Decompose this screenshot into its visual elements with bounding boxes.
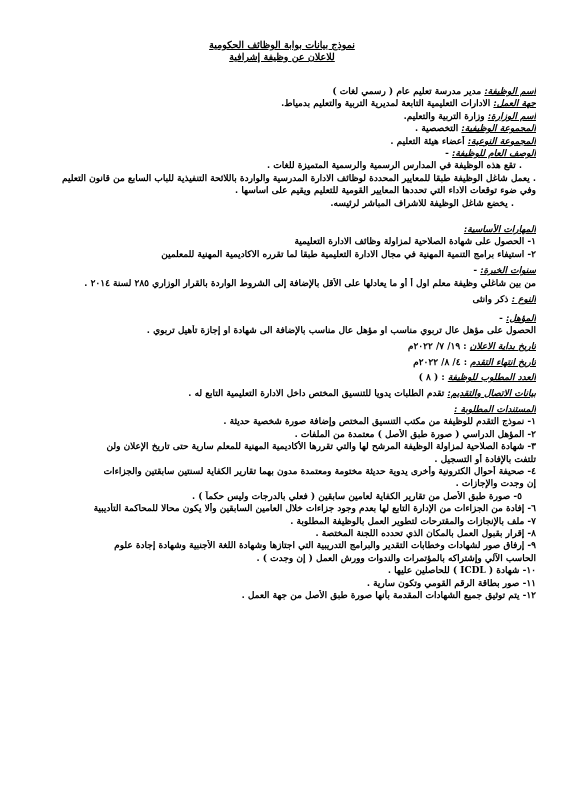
document-item: ٦- إفادة من الجزاءات من الإدارة التابع لها بعدم وجود جزاءات خلال العامين السابقين وألا يكون محالا للمحاكمة التأديبية (93, 504, 536, 515)
document-item-cont: تلتفت بالإفادة أو التسجيل . (434, 454, 536, 465)
job-name-value: مدير مدرسة تعليم عام ( رسمي لغات ) (332, 87, 482, 97)
document-item: ١٠- شهادة ( ICDL ) للحاصلين عليها . (387, 566, 536, 577)
employer-label: جهة العمل: (493, 99, 536, 110)
type-group-row (28, 136, 536, 148)
employer-value: الادارات التعليمية التابعة لمديرية التربية والتعليم بدمياط. (281, 99, 491, 110)
experience-text: من بين شاغلي وظيفة معلم اول أ أو ما يعادلها على الأقل بالإضافة إلى الشروط الواردة بالقرار الوزاري ٢٨٥ لسنة ٢٠١٤ . (84, 278, 536, 289)
end-date-value: : ٤/ ٨/ ٢٠٢٢م (413, 357, 468, 368)
ministry-label: اسم الوزارة: (487, 111, 536, 122)
documents-label: المستندات المطلوبة : (454, 404, 536, 415)
type-group-value: أعضاء هيئة التعليم . (390, 136, 465, 147)
experience-suffix: - (473, 266, 478, 277)
documents-heading (28, 404, 536, 416)
ministry-value: وزارة التربية والتعليم. (403, 111, 485, 122)
general-desc-line: . تقع هذه الوظيفة في المدارس الرسمية والرسمية المتميزة للغات . (267, 161, 522, 172)
spacer (28, 64, 536, 86)
qualification-label: المؤهل: (506, 313, 536, 324)
job-name-label: اسم الوظيفة: (484, 87, 536, 97)
document-item: ٥- صورة طبق الأصل من تقارير الكفاية لعامين سابقين ( فعلي بالدرجات وليس حكماً ) . (191, 491, 522, 502)
document-item: ٩- إرفاق صور لشهادات وخطابات التقدير والبرامج التدريبية التي اجتازها وشهادة اللغة الأجنبية وشهادة إجادة علوم (114, 541, 536, 552)
gender-label: النوع : (511, 295, 536, 306)
employer-row (28, 98, 536, 110)
job-group-row (28, 123, 536, 135)
document-item: ١١- صور بطاقة الرقم القومي وتكون سارية . (366, 578, 536, 589)
contact-value: تقدم الطلبات يدويا للتنسيق المختص داخل الادارة التعليمية التابع له . (188, 388, 445, 399)
start-date-value: : ١٩/ ٧/ ٢٠٢٢م (407, 342, 467, 353)
title-line-1: نموذج بيانات بوابة الوظائف الحكومية (209, 40, 355, 51)
contact-label: بيانات الاتصال والتقديم: (447, 388, 536, 399)
document-item-cont: إن وجدت والإجازات . (455, 479, 536, 490)
document-item: ٤- صحيفة أحوال الكترونية وأخرى يدوية حديثة مختومة ومعتمدة مدون بهما تقارير الكفاية لسنتين سابقتين والجزاءات (103, 466, 536, 477)
document-item: ٣- شهادة الصلاحية لمزاولة الوظيفة المرشح لها والتي تقررها الأكاديمية المهنية للمعلم سارية حتى تاريخ الإعلان ولن (106, 442, 536, 453)
qualification-text: الحصول على مؤهل عال تربوي مناسب او مؤهل عال مناسب بالإضافة الى شهادة او إجازة تأهيل تربوي . (146, 325, 536, 336)
job-group-label: المجموعة الوظيفية: (461, 124, 536, 135)
type-group-label: المجموعة النوعية: (467, 136, 536, 147)
gender-row (28, 294, 536, 306)
experience-heading (28, 265, 536, 277)
document-item: ١- نموذج التقدم للوظيفة من مكتب التنسيق المختص وإضافة صورة شخصية حديثة . (223, 417, 536, 428)
general-desc-suffix: - (445, 149, 449, 160)
job-group-value: التخصصية . (415, 124, 459, 135)
basic-skills-heading (28, 224, 536, 236)
end-date-row (28, 357, 536, 369)
document-item-cont: الحاسب الآلي وإشتراكه بالمؤتمرات والندوات وورش العمل ( إن وجدت ) . (256, 553, 536, 564)
basic-skills-label: المهارات الأساسية: (463, 225, 536, 236)
general-desc-line: . يعمل شاغل الوظيفة طبقا للمعايير المحددة لوظائف الادارة المدرسية والواردة باللائحة التنفيذية للباب السابع من قانون التعليم (62, 173, 536, 184)
title-line-2: للاعلان عن وظيفة إشرافية (229, 52, 335, 63)
document-item: ١٢- يتم توثيق جميع الشهادات المقدمة بأنها صورة طبق الأصل من جهة العمل . (241, 591, 536, 602)
contact-row (28, 388, 536, 400)
document-item: ٧- ملف بالإنجازات والمقترحات لتطوير العمل بالوظيفة المطلوبة . (290, 516, 536, 527)
count-row (28, 372, 536, 384)
experience-label: سنوات الخبرة: (480, 266, 536, 277)
basic-skills-line: ١- الحصول على شهادة الصلاحية لمزاولة وظائف الادارة التعليمية (294, 237, 536, 248)
general-desc-line: . يخضع شاغل الوظيفة للاشراف المباشر لرئيسه. (330, 198, 514, 209)
qualification-suffix: - (499, 313, 503, 324)
count-value: : ( ٨ ) (418, 373, 445, 384)
gender-value: ذكر وانثى (472, 295, 509, 306)
spacer (28, 210, 536, 224)
qualification-heading (28, 313, 536, 325)
basic-skills-line: ٢- استيفاء برامج التنمية المهنية في مجال الادارة التعليمية طبقا لما تقرره الاكاديمية المهنية للمعلمين (161, 249, 536, 260)
ministry-row (28, 111, 536, 123)
job-name-row (28, 86, 536, 98)
start-date-label: تاريخ بداية الاعلان (469, 342, 536, 353)
end-date-label: تاريخ انتهاء التقدم (470, 357, 536, 368)
general-desc-label: الوصف العام للوظيفة: (452, 149, 536, 160)
start-date-row (28, 341, 536, 353)
general-desc-line: وفي ضوء توقعات الاداء التي تحددها المعايير القومية للتعليم ويقيم على اساسها . (235, 186, 536, 197)
general-desc-heading (28, 148, 536, 160)
document-item: ٨- إقرار بقبول العمل بالمكان الذي تحدده اللجنة المختصة . (315, 529, 536, 539)
count-label: العدد المطلوب للوظيفة (447, 373, 536, 384)
document-item: ٢- المؤهل الدراسي ( صورة طبق الأصل ) معتمدة من الملفات . (294, 429, 536, 440)
